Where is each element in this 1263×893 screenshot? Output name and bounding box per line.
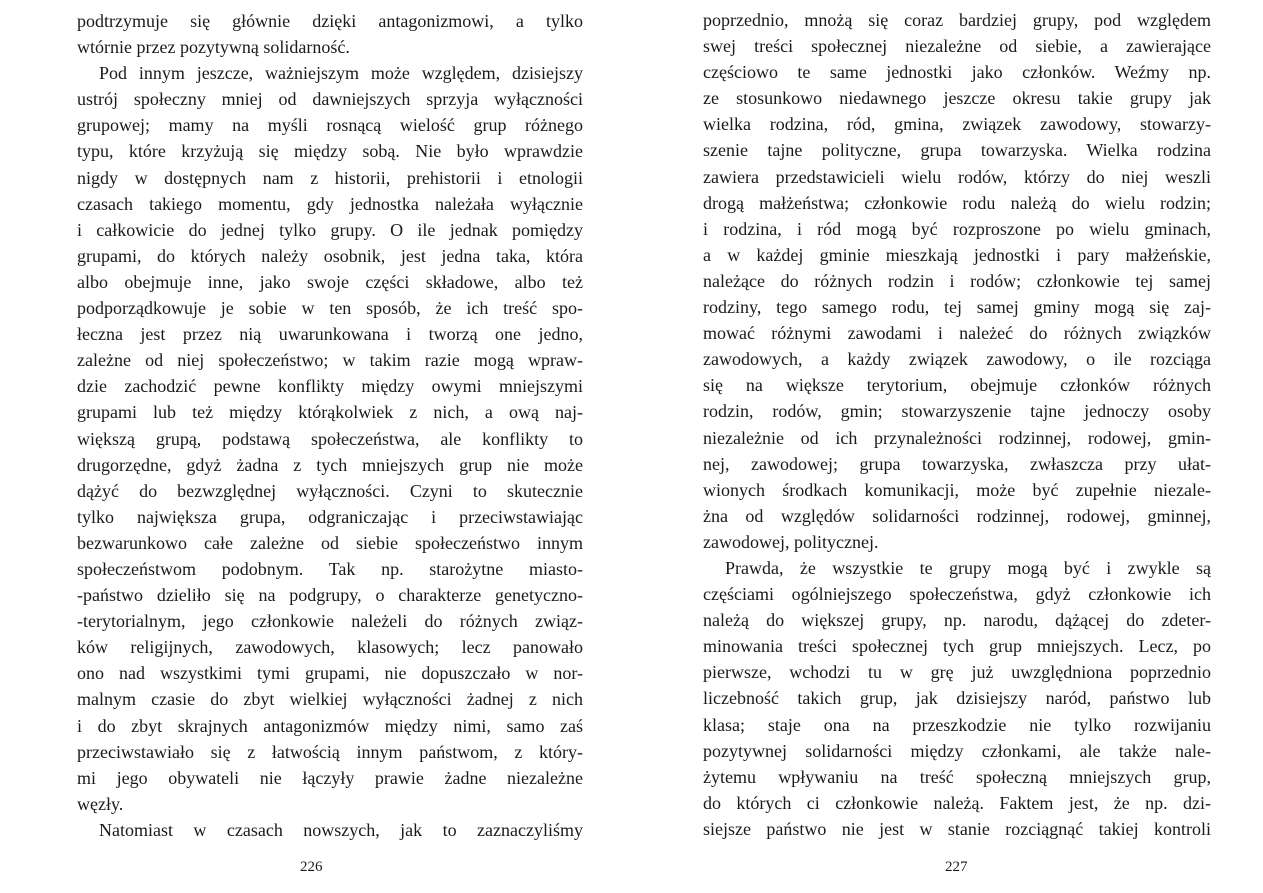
text-line: klasa; staje ona na przeszkodzie nie tylko rozwijaniu [703,714,1211,735]
text-line: mować różnymi zawodami i należeć do różnych związków [703,323,1211,344]
text-line: się na większe terytorium, obejmuje członków różnych [703,375,1211,396]
left-page-text [77,8,583,843]
text-line: rodziny, tego samego rodu, tej samej gminy mogą się zaj- [703,297,1211,318]
text-line: częściami ogólniejszego społeczeństwa, gdyż członkowie ich [703,584,1211,605]
text-line: niezależnie od ich przynależności rodzinnej, rodowej, gmin- [703,427,1211,448]
text-line: Prawda, że wszystkie te grupy mogą być i zwykle są [725,557,1211,578]
text-line: łeczna jest przez nią uwarunkowana i tworzą one jedno, [77,324,583,345]
right-page-number: 227 [945,859,968,875]
text-line: przeciwstawiało się z łatwością innym państwom, z który- [77,741,583,762]
text-line: wielka rodzina, ród, gmina, związek zawodowy, stowarzy- [703,114,1211,135]
text-line: zależne od niej społeczeństwo; w takim razie mogą wpraw- [77,350,583,371]
text-line: zawodowej, politycznej. [703,531,879,552]
text-line: bezwarunkowo całe zależne od siebie społeczeństwo innym [77,532,583,553]
text-line: ze stosunkowo niedawnego jeszcze okresu takie grupy jak [703,88,1211,109]
text-line: liczebność takich grup, jak dzisiejszy naród, państwo lub [703,688,1211,709]
text-line: grupowej; mamy na myśli rosnącą wielość grup różnego [77,115,583,136]
right-page [632,0,1263,893]
text-line: ustrój społeczny mniej od dawniejszych sprzyja wyłączności [77,89,583,110]
text-line: większą grupą, podstawą społeczeństwa, ale konflikty to [77,428,583,449]
text-line: swej treści społecznej niezależne od siebie, a zawierające [703,36,1211,57]
text-line: albo obejmuje inne, jako swoje części składowe, albo też [77,271,583,292]
text-line: ków religijnych, zawodowych, klasowych; lecz panowało [77,637,583,658]
text-line: minowania treści społecznej tych grup mniejszych. Lecz, po [703,636,1211,657]
text-line: Natomiast w czasach nowszych, jak to zaznaczyliśmy [99,819,583,840]
text-line: czasach takiego momentu, gdy jednostka należała wyłącznie [77,193,583,214]
text-line: dążyć do bezwzględnej wyłączności. Czyni to skutecznie [77,480,583,501]
text-line: zawodowych, a każdy związek zawodowy, o ile rozciąga [703,349,1211,370]
text-line: tylko największa grupa, odgraniczając i przeciwstawiając [77,506,583,527]
text-line: szenie tajne polityczne, grupa towarzyska. Wielka rodzina [703,140,1211,161]
text-line: i rodzina, i ród mogą być rozproszone po wielu gminach, [703,218,1211,239]
text-line: mi jego obywateli nie łączyły prawie żadne niezależne [77,767,583,788]
text-line: malnym czasie do zbyt wielkiej wyłączności żadnej z nich [77,689,583,710]
text-line: węzły. [77,793,124,814]
right-page-text [703,7,1211,842]
text-line: drugorzędne, gdyż żadna z tych mniejszych grup nie może [77,454,583,475]
text-line: grupami lub też między którąkolwiek z nich, a ową naj- [77,402,583,423]
text-line: społeczeństwom podobnym. Tak np. starożytne miasto- [77,558,583,579]
text-line: -terytorialnym, jego członkowie należeli do różnych związ- [77,611,583,632]
text-line: podporządkowuje je sobie w ten sposób, że ich treść spo- [77,298,583,319]
text-line: rodzin, rodów, gmin; stowarzyszenie tajne jednoczy osoby [703,401,1211,422]
text-line: podtrzymuje się głównie dzięki antagonizmowi, a tylko [77,11,583,31]
text-line: grupami, do których należy osobnik, jest jedna taka, która [77,245,583,266]
text-line: do których ci członkowie należą. Faktem jest, że np. dzi- [703,792,1211,813]
text-line: częściowo te same jednostki jako członków. Weźmy np. [703,62,1211,83]
text-line: siejsze państwo nie jest w stanie rozciągnąć takiej kontroli [703,818,1211,839]
text-line: poprzednio, mnożą się coraz bardziej grupy, pod względem [703,10,1211,30]
text-line: należą do większej grupy, np. narodu, dążącej do zdeter- [703,610,1211,631]
text-line: drogą małżeństwa; członkowie rodu należą do wielu rodzin; [703,192,1211,213]
text-line: -państwo dzieliło się na podgrupy, o charakterze genetyczno- [77,585,583,606]
text-line: Pod innym jeszcze, ważniejszym może względem, dzisiejszy [99,63,583,84]
text-line: pozytywnej solidarności między członkami, ale także nale- [703,740,1211,761]
text-line: wtórnie przez pozytywną solidarność. [77,37,350,58]
text-line: i całkowicie do jednej tylko grupy. O ile jednak pomiędzy [77,219,583,240]
text-line: dzie zachodzić pewne konflikty między owymi mniejszymi [77,376,583,397]
text-line: żytemu wpływaniu na treść społeczną mniejszych grup, [703,766,1211,787]
text-line: wionych środkach komunikacji, może być zupełnie niezale- [703,479,1211,500]
text-line: należące do różnych rodzin i rodów; członkowie tej samej [703,270,1211,291]
left-page-number: 226 [300,859,323,875]
text-line: typu, które krzyżują się między sobą. Nie było wprawdzie [77,141,583,162]
text-line: żna od względów solidarności rodzinnej, rodowej, gminnej, [703,505,1211,526]
text-line: ono nad wszystkimi tymi grupami, nie dopuszczało w nor- [77,663,583,684]
text-line: nej, zawodowej; grupa towarzyska, zwłaszcza przy ułat- [703,453,1211,474]
text-line: pierwsze, wchodzi tu w grę już uwzględniona poprzednio [703,662,1211,683]
text-line: i do zbyt skrajnych antagonizmów między nimi, samo zaś [77,715,583,736]
left-page [0,0,631,893]
text-line: zawiera przedstawicieli wielu rodów, którzy do niej weszli [703,166,1211,187]
text-line: nigdy w dostępnych nam z historii, prehistorii i etnologii [77,167,583,188]
text-line: a w każdej gminie mieszkają jednostki i pary małżeńskie, [703,244,1211,265]
